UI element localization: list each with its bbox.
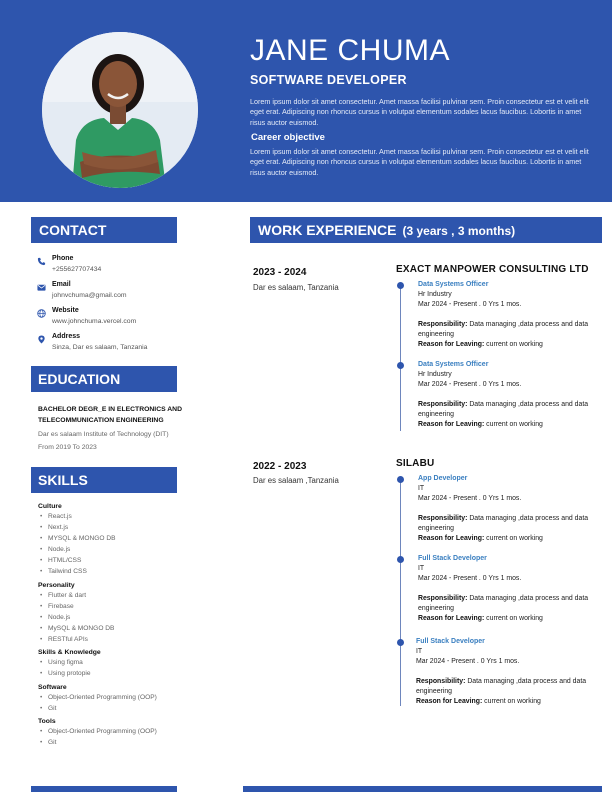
skill-item: • Next.js — [38, 522, 228, 533]
contact-label: Phone — [52, 255, 74, 262]
reason-text: current on working — [486, 341, 543, 348]
reason-label: Reason for Leaving: — [418, 341, 485, 348]
responsibility-label: Responsibility: — [418, 321, 468, 328]
reason-text: current on working — [486, 615, 543, 622]
intro-paragraph: Lorem ipsum dolor sit amet consectetur. Amet massa facilisi pulvinar sem. Proin consectetur est et velit elit eget erat. Adipiscing non rhoncus cursus in volutpat elementum sodales lacus faucibus. Lobortis in amet risus auctor euismod. — [250, 97, 589, 127]
job-entry — [418, 474, 608, 544]
skill-group-culture — [38, 502, 228, 577]
skill-group-personality — [38, 581, 228, 645]
job-dates: Mar 2024 - Present . 0 Yrs 1 mos. — [416, 658, 520, 665]
job-responsibility — [418, 594, 608, 614]
timeline-dot — [397, 639, 404, 646]
skill-item: • Using figma — [38, 657, 228, 668]
responsibility-text: Data managing ,data process and data engineering — [418, 321, 589, 338]
reason-label: Reason for Leaving: — [418, 421, 485, 428]
job-reason — [416, 697, 606, 707]
contact-label: Email — [52, 281, 71, 288]
responsibility-text: Data managing ,data process and data engineering — [416, 678, 587, 695]
reason-label: Reason for Leaving: — [418, 615, 485, 622]
skill-group-knowledge — [38, 648, 228, 679]
job-field: Hr Industry — [418, 371, 452, 378]
candidate-role: SOFTWARE DEVELOPER — [250, 73, 407, 87]
job-field: IT — [418, 485, 425, 492]
job-reason — [418, 340, 608, 350]
candidate-name: JANE CHUMA — [250, 34, 451, 67]
work-section-title — [250, 217, 602, 243]
skill-group-title: Software — [38, 683, 67, 691]
skills-list — [38, 502, 228, 752]
job-title: Data Systems Officer — [418, 361, 489, 368]
contact-address — [37, 333, 177, 355]
work-period: 2022 - 2023 — [253, 461, 307, 472]
contact-email — [37, 281, 177, 303]
skill-group-software — [38, 683, 228, 714]
reason-label: Reason for Leaving: — [418, 535, 485, 542]
job-reason — [418, 534, 608, 544]
contact-phone — [37, 255, 177, 277]
reason-label: Reason for Leaving: — [416, 698, 483, 705]
job-reason — [418, 614, 608, 624]
work-title: WORK EXPERIENCE — [258, 222, 397, 238]
job-title: App Developer — [418, 475, 468, 482]
timeline-dot — [397, 556, 404, 563]
timeline-line — [400, 283, 401, 431]
education-section-title: EDUCATION — [31, 366, 177, 392]
profile-photo — [42, 32, 198, 188]
job-responsibility — [416, 677, 606, 697]
job-title: Full Stack Developer — [416, 638, 485, 645]
skill-item: • Git — [38, 703, 228, 714]
skill-group-title: Tools — [38, 718, 56, 725]
education-years: From 2019 To 2023 — [38, 444, 97, 451]
career-objective-heading: Career objective — [251, 132, 325, 143]
next-section-bar-right — [243, 786, 602, 792]
responsibility-text: Data managing ,data process and data engineering — [418, 401, 589, 418]
phone-icon — [37, 257, 46, 266]
job-responsibility — [418, 514, 608, 534]
skill-item: • Node.js — [38, 544, 228, 555]
skill-item: • Firebase — [38, 601, 228, 612]
job-dates: Mar 2024 - Present . 0 Yrs 1 mos. — [418, 495, 522, 502]
work-location: Dar es salaam, Tanzania — [253, 283, 339, 292]
education-degree: BACHELOR DEGR_E IN ELECTRONICS AND TELECOMMUNICATION ENGINEERING — [38, 406, 183, 424]
company-name: EXACT MANPOWER CONSULTING LTD — [396, 264, 589, 275]
skill-item: • RESTful APIs — [38, 634, 228, 645]
skill-group-title: Culture — [38, 503, 62, 510]
work-location: Dar es salaam ,Tanzania — [253, 476, 339, 485]
job-title: Full Stack Developer — [418, 555, 487, 562]
resume-header — [0, 0, 612, 202]
skill-group-title: Skills & Knowledge — [38, 649, 101, 656]
responsibility-label: Responsibility: — [418, 401, 468, 408]
skill-item: • Using protopie — [38, 668, 228, 679]
job-responsibility — [418, 320, 608, 340]
job-entry — [418, 280, 608, 350]
job-entry — [418, 554, 608, 624]
job-entry — [416, 637, 606, 707]
responsibility-label: Responsibility: — [418, 595, 468, 602]
job-dates: Mar 2024 - Present . 0 Yrs 1 mos. — [418, 381, 522, 388]
skill-item: • Git — [38, 737, 228, 748]
skill-item: • Flutter & dart — [38, 590, 228, 601]
contact-website — [37, 307, 177, 329]
next-section-bar-left — [31, 786, 177, 792]
email-icon — [37, 283, 46, 292]
education-school: Dar es salaam Institute of Technology (DIT) — [38, 431, 169, 438]
job-entry — [418, 360, 608, 430]
globe-icon — [37, 309, 46, 318]
contact-value: johnvchuma@gmail.com — [52, 292, 127, 299]
contact-label: Website — [52, 307, 79, 314]
job-dates: Mar 2024 - Present . 0 Yrs 1 mos. — [418, 575, 522, 582]
skill-group-title: Personality — [38, 581, 75, 589]
company-name: SILABU — [396, 458, 435, 469]
contact-value: www.johnchuma.vercel.com — [52, 318, 137, 325]
skill-item: • Node.js — [38, 612, 228, 623]
skill-item: • Tailwind CSS — [38, 566, 228, 577]
timeline-dot — [397, 282, 404, 289]
career-objective-text: Lorem ipsum dolor sit amet consectetur. Amet massa facilisi pulvinar sem. Proin consectetur est et velit elit eget erat. Adipiscing non rhoncus cursus in volutpat elementum sodales lacus faucibus. Lobortis in amet risus auctor euismod. — [250, 147, 589, 177]
skill-item: • Object-Oriented Programming (OOP) — [38, 726, 228, 737]
contact-value: +255627707434 — [52, 266, 102, 273]
timeline-dot — [397, 362, 404, 369]
contact-section-title: CONTACT — [31, 217, 177, 243]
skill-item: • MYSQL & MONGO DB — [38, 533, 228, 544]
reason-text: current on working — [486, 535, 543, 542]
contact-value: Sinza, Dar es salaam, Tanzania — [52, 344, 148, 351]
work-period: 2023 - 2024 — [253, 267, 307, 278]
job-dates: Mar 2024 - Present . 0 Yrs 1 mos. — [418, 301, 522, 308]
skill-item: • React.js — [38, 511, 228, 522]
responsibility-label: Responsibility: — [416, 678, 466, 685]
job-responsibility — [418, 400, 608, 420]
responsibility-text: Data managing ,data process and data engineering — [418, 595, 589, 612]
responsibility-text: Data managing ,data process and data engineering — [418, 515, 589, 532]
job-title: Data Systems Officer — [418, 281, 489, 288]
job-field: IT — [418, 565, 425, 572]
contact-label: Address — [52, 333, 81, 340]
skill-item: • Object-Oriented Programming (OOP) — [38, 692, 228, 703]
reason-text: current on working — [484, 698, 541, 705]
work-duration: (3 years , 3 months) — [402, 224, 516, 238]
skill-item: • HTML/CSS — [38, 555, 228, 566]
timeline-dot — [397, 476, 404, 483]
reason-text: current on working — [486, 421, 543, 428]
skill-item: • MySQL & MONGO DB — [38, 623, 228, 634]
skills-section-title: SKILLS — [31, 467, 177, 493]
job-reason — [418, 420, 608, 430]
skill-group-tools — [38, 717, 228, 748]
responsibility-label: Responsibility: — [418, 515, 468, 522]
job-field: Hr Industry — [418, 291, 452, 298]
timeline-line — [400, 481, 401, 706]
location-pin-icon — [37, 335, 46, 344]
job-field: IT — [416, 648, 423, 655]
